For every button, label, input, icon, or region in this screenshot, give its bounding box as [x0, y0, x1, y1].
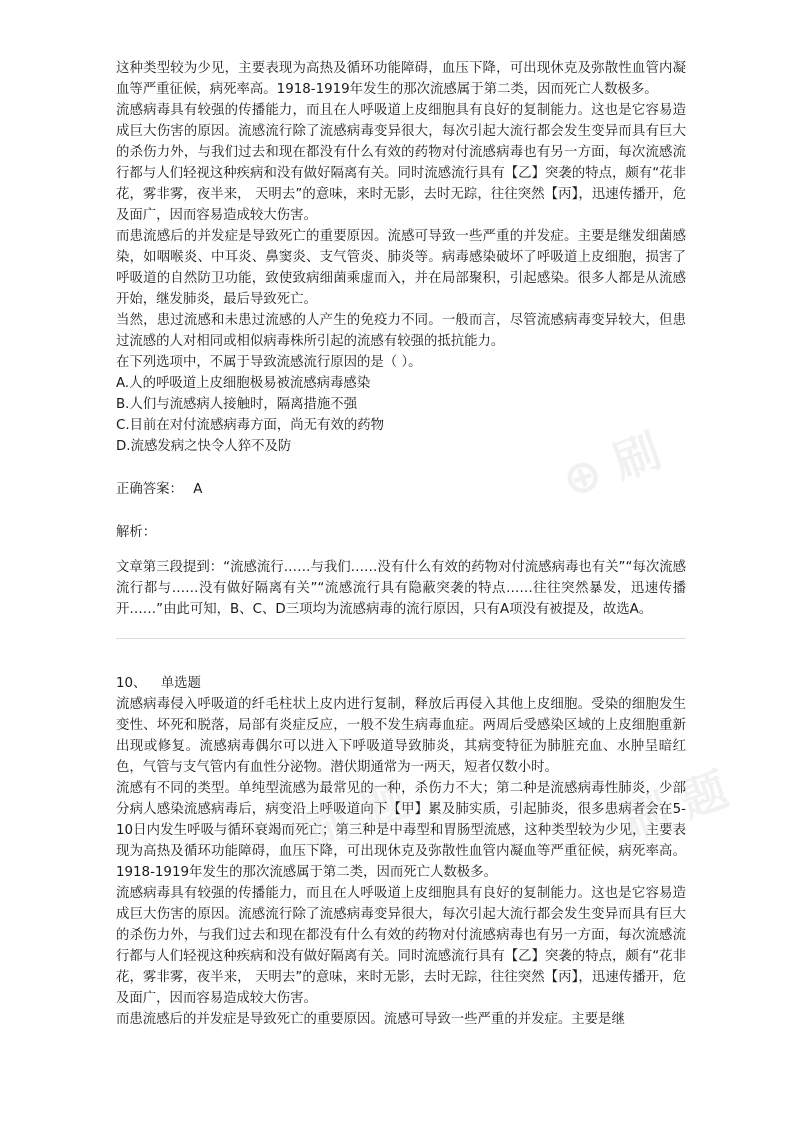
q10-paragraph: 流感病毒具有较强的传播能力，而且在人呼吸道上皮细胞具有良好的复制能力。这也是它容易造成巨大伤害的原因。流感流行除了流感病毒变异很大，每次引起大流行都会发生变异而具有巨大的杀伤力外，与我们过去和现在都没有什么有效的药物对付流感病毒也有另一方面，每次流感流行都与人们轻视这种疾病和没有做好隔离有关。同时流感流行具有【乙】突袭的特点，颇有“花非花，雾非雾，夜半来， 天明去”的意味，来时无影，去时无踪，往往突然【丙】，迅速传播开，危及面广，因而容易造成较大伤害。 — [116, 886, 686, 1006]
q10-paragraph: 流感有不同的类型。单纯型流感为最常见的一种，杀伤力不大；第二种是流感病毒性肺炎，少部分病人感染流感病毒后，病变沿上呼吸道向下【甲】累及肺实质，引起肺炎，很多患病者会在5-10日内发生呼吸与循环衰竭而死亡；第三种是中毒型和胃肠型流感，这种类型较为少见，主要表现为高热及循环功能障碍，血压下降，可出现休克及弥散性血管内凝血等严重征候，病死率高。1918-1919年发生的那次流感属于第二类，因而死亡人数极多。 — [116, 781, 686, 880]
analysis-text: 文章第三段提到：“流感流行……与我们……没有什么有效的药物对付流感病毒也有关”“每次流感流行都与……没有做好隔离有关”“流感流行具有隐蔽突袭的特点……往往突然暴发，迅速传播开……”由此可知，B、C、D三项均为流感病毒的流行原因，只有A项没有被提及，故选A。 — [116, 560, 686, 617]
question-number: 10、 — [116, 676, 147, 691]
watermark-graphic: 刷 题 — [615, 761, 736, 850]
passage-paragraph: 流感病毒具有较强的传播能力，而且在人呼吸道上皮细胞具有良好的复制能力。这也是它容易造成巨大伤害的原因。流感流行除了流感病毒变异很大，每次引起大流行都会发生变异而具有巨大的杀伤力外，与我们过去和现在都没有什么有效的药物对付流感病毒也有另一方面，每次流感流行都与人们轻视这种疾病和没有做好隔离有关。同时流感流行具有【乙】突袭的特点，颇有“花非花，雾非雾，夜半来， 天明去”的意味，来时无影，去时无踪，往往突然【丙】，迅速传播开，危及面广，因而容易造成较大伤害。 — [116, 103, 686, 223]
passage-paragraph: 而患流感后的并发症是导致死亡的重要原因。流感可导致一些严重的并发症。主要是继发细菌感染，如咽喉炎、中耳炎、鼻窦炎、支气管炎、肺炎等。病毒感染破坏了呼吸道上皮细胞，损害了呼吸道的自然防卫功能，致使致病细菌乘虚而入，并在局部聚积，引起感染。很多人都是从流感开始，继发肺炎，最后导致死亡。 — [116, 229, 686, 307]
document-page — [116, 58, 686, 1030]
question-type: 单选题 — [160, 676, 201, 691]
passage-paragraph: 这种类型较为少见，主要表现为高热及循环功能障碍，血压下降，可出现休克及弥散性血管内凝血等严重征候，病死率高。1918-1919年发生的那次流感属于第二类，因而死亡人数极多。 — [116, 61, 686, 97]
passage-paragraph: 当然，患过流感和未患过流感的人产生的免疫力不同。一般而言，尽管流感病毒变异较大，但患过流感的人对相同或相似病毒株所引起的流感有较强的抵抗能力。 — [116, 313, 686, 349]
answer-value: A — [193, 482, 203, 497]
option-c: C.目前在对付流感病毒方面，尚无有效的药物 — [116, 418, 385, 433]
answer-line — [116, 479, 686, 500]
section-divider — [116, 638, 686, 639]
watermark-graphic: 刷 题 — [295, 771, 416, 860]
q10-paragraph: 而患流感后的并发症是导致死亡的重要原因。流感可导致一些严重的并发症。主要是继 — [116, 1012, 625, 1027]
question-10-header — [116, 673, 686, 694]
option-b: B.人们与流感病人接触时，隔离措施不强 — [116, 397, 358, 412]
option-d: D.流感发病之快令人猝不及防 — [116, 439, 292, 454]
watermark-graphic: ⊕ 刷 — [554, 423, 668, 509]
option-a: A.人的呼吸道上皮细胞极易被流感病毒感染 — [116, 376, 371, 391]
analysis-label: 解析： — [116, 525, 157, 540]
q10-paragraph: 流感病毒侵入呼吸道的纤毛柱状上皮内进行复制，释放后再侵入其他上皮细胞。受染的细胞发生变性、坏死和脱落，局部有炎症反应，一般不发生病毒血症。两周后受感染区域的上皮细胞重新出现或修复。流感病毒偶尔可以进入下呼吸道导致肺炎，其病变特征为肺脏充血、水肿呈暗红色，气管与支气管内有血性分泌物。潜伏期通常为一两天，短者仅数小时。 — [116, 697, 686, 775]
answer-label: 正确答案： — [116, 482, 183, 497]
question-stem: 在下列选项中，不属于导致流感流行原因的是（ ）。 — [116, 355, 422, 370]
